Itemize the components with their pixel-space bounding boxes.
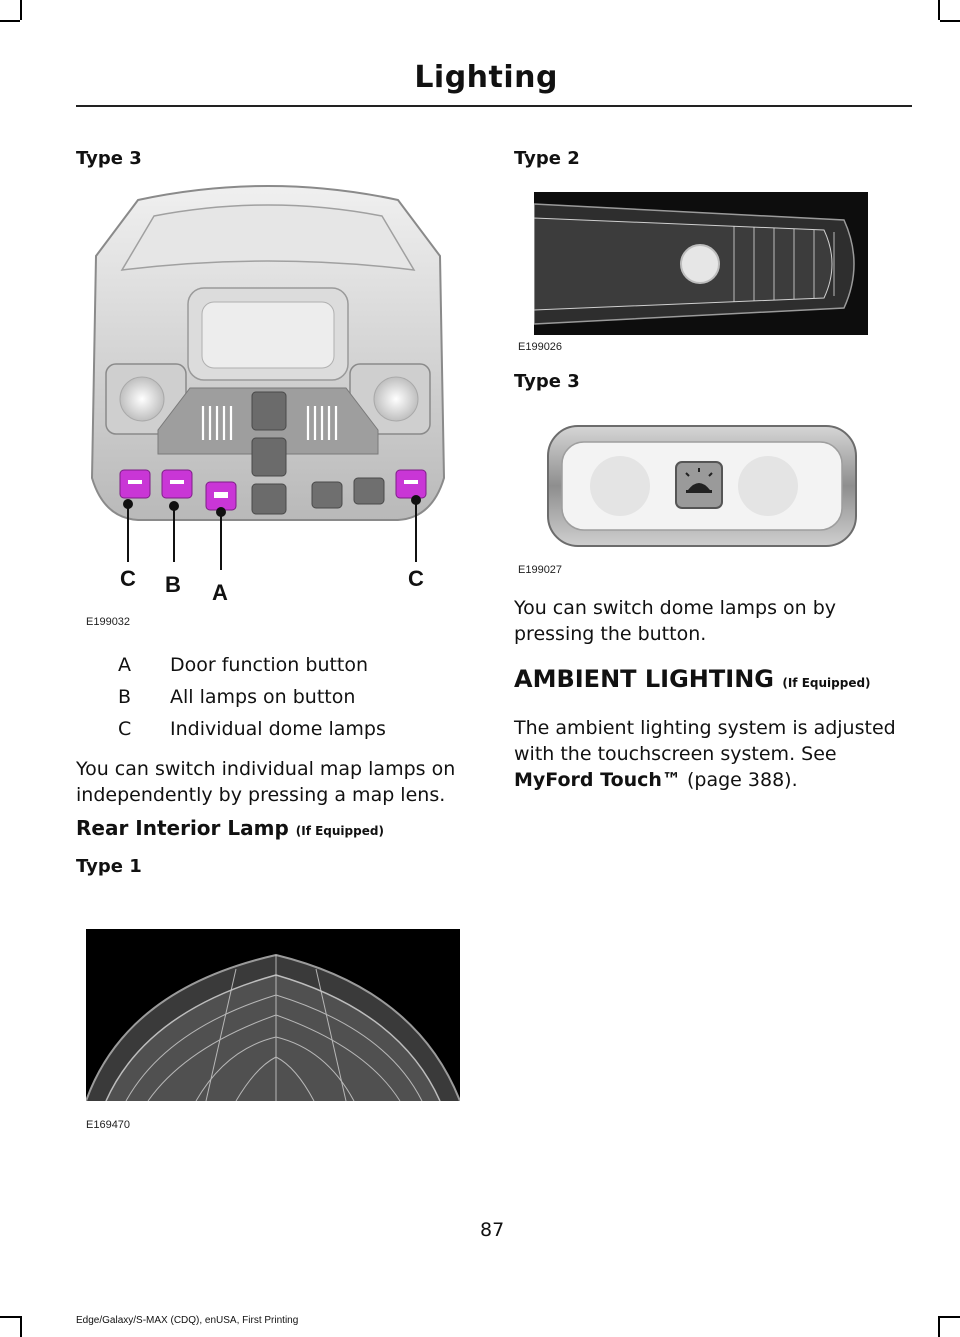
crop-mark: [938, 0, 940, 20]
para-map-lamps: You can switch individual map lamps on independently by pressing a map lens.: [76, 758, 456, 806]
fig4-code: E199027: [518, 564, 563, 576]
fig2-heading: Type 1: [76, 856, 142, 877]
legend-key: B: [118, 686, 132, 708]
fig4-heading: Type 3: [514, 371, 580, 392]
ambient-para-lead: The ambient lighting system is adjusted with the touchscreen system. See: [514, 717, 896, 765]
crop-mark: [0, 20, 20, 22]
legend-key: A: [118, 654, 131, 676]
rear-lamp-heading: [76, 816, 384, 840]
ambient-para-tail: (page 388).: [687, 769, 798, 791]
myford-touch-link[interactable]: MyFord Touch™: [514, 769, 681, 791]
legend-desc: All lamps on button: [170, 686, 356, 708]
callout-c-left: C: [120, 566, 136, 591]
page-number: 87: [480, 1219, 505, 1241]
edition-footer: Edge/Galaxy/S-MAX (CDQ), enUSA, First Printing: [76, 1315, 299, 1326]
crop-mark: [940, 20, 960, 22]
ambient-lighting-heading: [514, 665, 871, 693]
rear-lamp-tag: (If Equipped): [295, 824, 384, 838]
ambient-lighting-title: AMBIENT LIGHTING: [514, 665, 774, 693]
rear-lamp-type3-illustration: [546, 424, 858, 548]
rear-lamp-title: Rear Interior Lamp: [76, 816, 289, 840]
fig1-code: E199032: [86, 616, 131, 628]
crop-mark: [20, 0, 22, 20]
crop-mark: [938, 1316, 940, 1337]
rear-lamp-type1-svg: [86, 929, 460, 1101]
overhead-console-svg: [78, 178, 458, 610]
header-divider: [76, 105, 912, 107]
rear-lamp-type1-illustration: [86, 929, 460, 1101]
fig1-heading: Type 3: [76, 148, 142, 169]
callout-a: A: [212, 580, 228, 605]
para-dome: You can switch dome lamps on by pressing the button.: [514, 597, 837, 645]
ambient-para: [514, 715, 914, 793]
crop-mark: [940, 1316, 960, 1318]
rear-lamp-type2-svg: [534, 192, 868, 335]
overhead-console-illustration: [78, 178, 458, 610]
callout-b: B: [165, 572, 181, 597]
crop-mark: [20, 1316, 22, 1337]
fig3-heading: Type 2: [514, 148, 580, 169]
ambient-lighting-tag: (If Equipped): [782, 676, 871, 690]
rear-lamp-type2-illustration: [534, 192, 868, 335]
legend-desc: Door function button: [170, 654, 369, 676]
rear-lamp-type3-svg: [546, 424, 858, 548]
page-title: Lighting: [414, 60, 558, 95]
crop-mark: [0, 1316, 20, 1318]
fig3-code: E199026: [518, 341, 563, 353]
fig2-code: E169470: [86, 1119, 131, 1131]
legend-key: C: [118, 718, 132, 740]
callout-c-right: C: [408, 566, 424, 591]
legend-desc: Individual dome lamps: [170, 718, 386, 740]
